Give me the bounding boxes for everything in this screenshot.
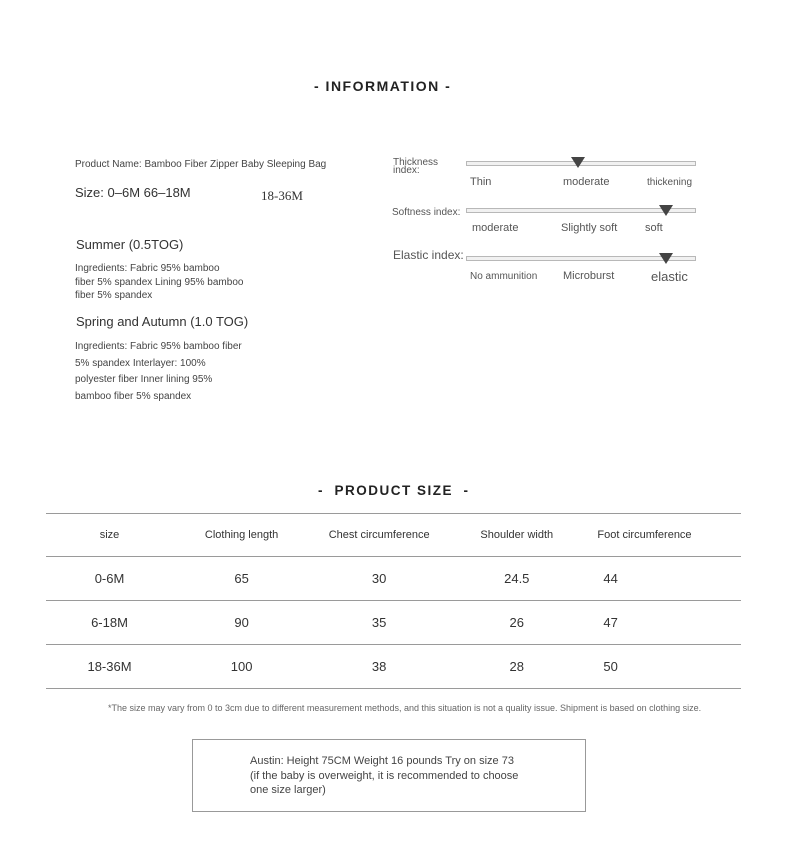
table-header-cell: Shoulder width xyxy=(448,513,585,557)
softness-marker-icon xyxy=(659,205,673,216)
table-cell: 65 xyxy=(173,557,310,601)
thickness-label-line: index: xyxy=(393,165,420,176)
table-cell: 0-6M xyxy=(46,557,173,601)
elastic-option: No ammunition xyxy=(470,271,538,282)
table-cell: 35 xyxy=(310,601,448,645)
spring-line: polyester fiber Inner lining 95% xyxy=(75,374,213,385)
product-name: Product Name: Bamboo Fiber Zipper Baby Sleeping Bag xyxy=(75,159,327,170)
product-size-title: - PRODUCT SIZE - xyxy=(318,483,470,498)
information-title: - INFORMATION - xyxy=(314,78,452,94)
elastic-option: Microburst xyxy=(563,270,615,282)
table-header-cell: Clothing length xyxy=(173,513,310,557)
summer-line: fiber 5% spandex Lining 95% bamboo xyxy=(75,276,244,288)
table-cell: 100 xyxy=(173,645,310,689)
table-row xyxy=(46,601,741,645)
thickness-marker-icon xyxy=(571,157,585,168)
size-label: Size: 0–6M 66–18M xyxy=(75,185,191,200)
table-cell: 90 xyxy=(173,601,310,645)
tip-box xyxy=(192,739,586,812)
summer-line: fiber 5% spandex xyxy=(75,290,153,301)
spring-line: bamboo fiber 5% spandex xyxy=(75,390,192,402)
thickness-index-label xyxy=(393,159,438,175)
spring-ingredients xyxy=(75,339,242,405)
table-cell: 30 xyxy=(310,557,448,601)
spring-line: 5% spandex Interlayer: 100% xyxy=(75,357,206,369)
elastic-option: elastic xyxy=(651,269,688,284)
table-header-row xyxy=(46,513,741,557)
softness-option: moderate xyxy=(472,222,519,234)
summer-line: Ingredients: Fabric 95% bamboo xyxy=(75,263,220,274)
elastic-index-label: Elastic index: xyxy=(393,248,464,262)
softness-index-label: Softness index: xyxy=(392,207,461,218)
spring-line: Ingredients: Fabric 95% bamboo fiber xyxy=(75,341,242,352)
summer-title: Summer (0.5TOG) xyxy=(76,237,184,252)
table-cell: 24.5 xyxy=(448,557,585,601)
size-extra: 18-36M xyxy=(261,188,303,203)
thickness-option: moderate xyxy=(563,176,610,188)
table-cell: 18-36M xyxy=(46,645,173,689)
size-note: *The size may vary from 0 to 3cm due to different measurement methods, and this situation is not a quality issue. Shipment is based on clothing size. xyxy=(108,703,702,713)
thickness-label-line: Thickness xyxy=(393,157,439,168)
table-row xyxy=(46,645,741,689)
table-cell: 44 xyxy=(585,557,741,601)
table-cell: 38 xyxy=(310,645,448,689)
softness-option: Slightly soft xyxy=(561,222,618,234)
tip-text: Austin: Height 75CM Weight 16 pounds Try on size 73 (if the baby is overweight, it is recommended to choose one size larger) xyxy=(250,755,519,796)
table-header-cell: size xyxy=(46,513,173,557)
summer-ingredients xyxy=(75,262,243,303)
table-header-cell: Foot circumference xyxy=(585,513,741,557)
table-header-cell: Chest circumference xyxy=(310,513,448,557)
size-table xyxy=(46,513,741,689)
softness-option: soft xyxy=(645,222,663,234)
thickness-option: thickening xyxy=(647,177,693,188)
table-cell: 28 xyxy=(448,645,585,689)
table-cell: 47 xyxy=(585,601,741,645)
table-cell: 50 xyxy=(585,645,741,689)
thickness-option: Thin xyxy=(470,176,492,188)
table-cell: 6-18M xyxy=(46,601,173,645)
table-row xyxy=(46,557,741,601)
spring-title: Spring and Autumn (1.0 TOG) xyxy=(76,314,249,329)
elastic-marker-icon xyxy=(659,253,673,264)
table-cell: 26 xyxy=(448,601,585,645)
